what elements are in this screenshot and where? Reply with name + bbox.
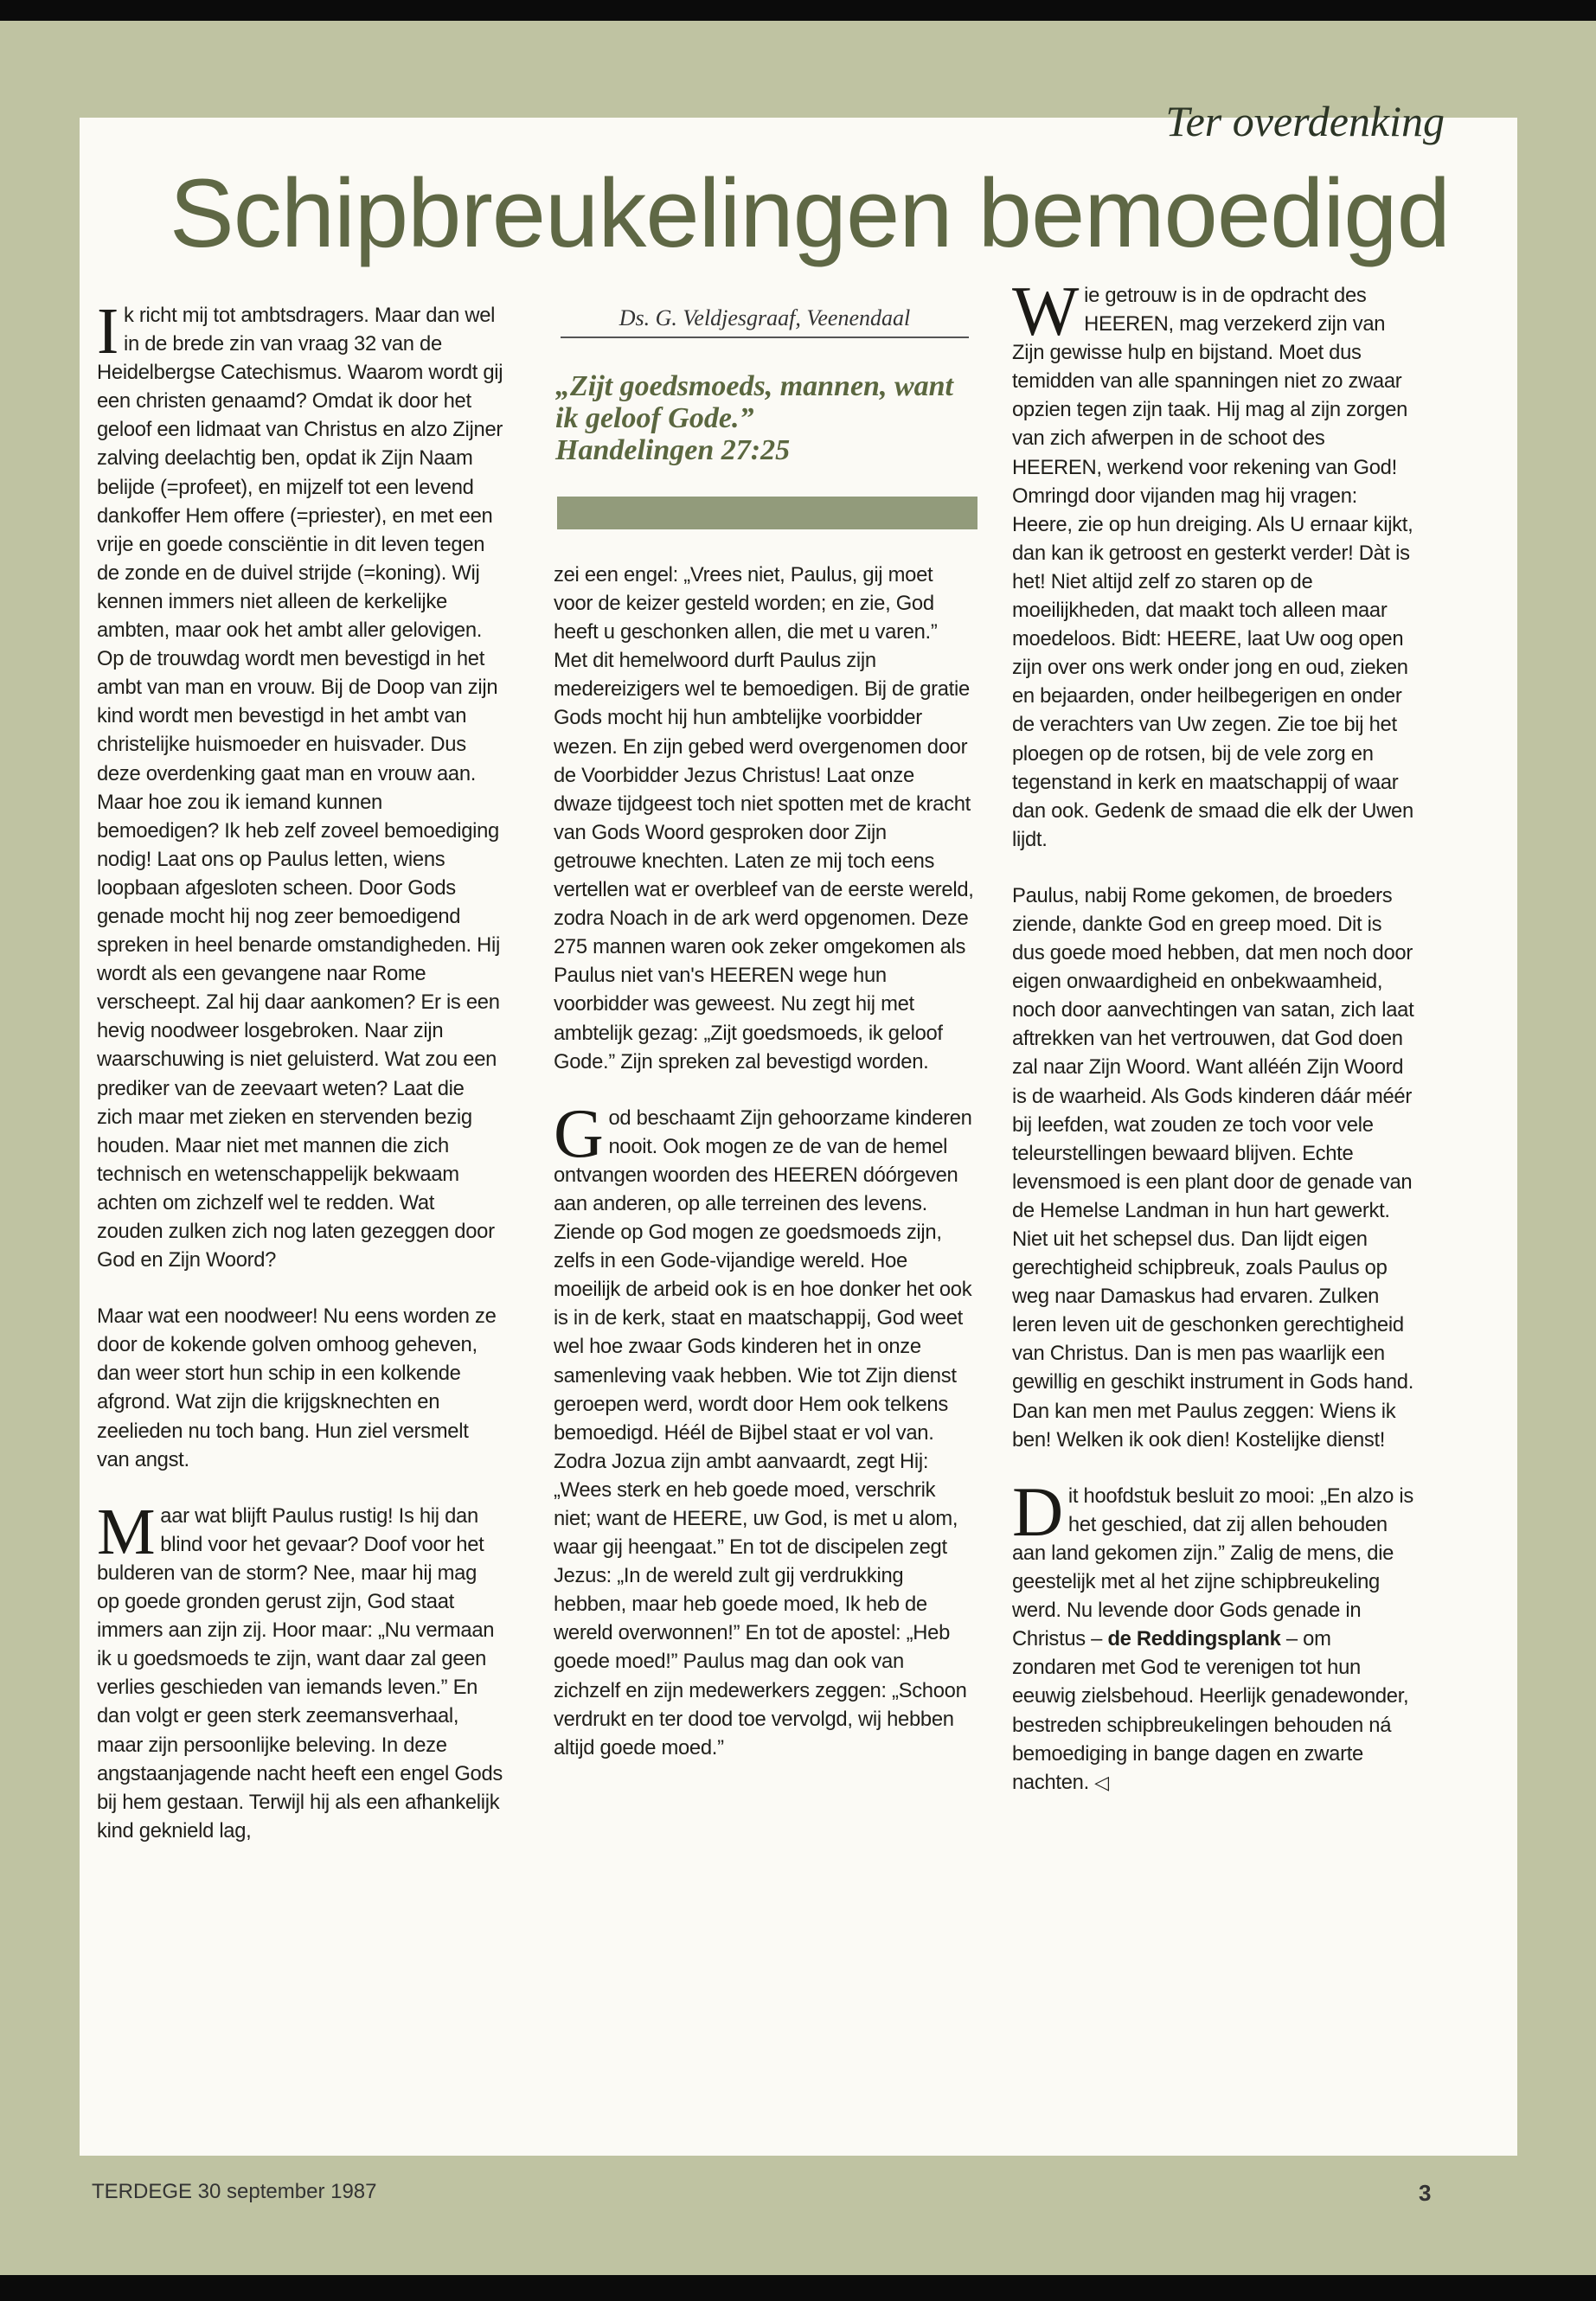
paragraph-text: – om zondaren met God te verenigen tot hun eeuwig zielsbehoud. Heerlijk genadewonder, bestreden schipbreukelingen behouden ná bemoediging in bange dagen en zwarte nachten.: [1012, 1627, 1409, 1794]
paragraph: zei een engel: „Vrees niet, Paulus, gij moet voor de keizer gesteld worden; en zie, God heeft u geschonken allen, die met u varen.” Met dit hemelwoord durft Paulus zijn medereizigers wel te bemoedigen. Bij de gratie Gods mocht hij hun ambtelijke voorbidder wezen. En zijn gebed werd overgenomen door de Voorbidder Jezus Christus! Laat onze dwaze tijdgeest toch niet spotten met de kracht van Gods Woord gesproken door Zijn getrouwe knechten. Laten ze mij toch eens vertellen wat er overbleef van de eerste wereld, zodra Noach in de ark werd opgenomen. Deze 275 mannen waren ook zeker omgekomen als Paulus niet van's HEEREN wege hun voorbidder was geweest. Nu zegt hij met ambtelijk gezag: „Zijt goedsmoeds, ik geloof Gode.” Zijn spreken zal bevestigd worden.: [554, 563, 974, 1074]
drop-cap: D: [1012, 1471, 1063, 1551]
article-title: Schipbreukelingen bemoedigd: [170, 159, 1450, 267]
paragraph-text: ie getrouw is in de opdracht des HEEREN, mag verzekerd zijn van Zijn gewisse hulp en bijstand. Moet dus temidden van alle spanningen niet zo zwaar opzien tegen zijn taak. Hij mag al zijn zorgen van zich afwerpen in de schoot des HEEREN, werkend voor rekening van God! Omringd door vijanden mag hij vragen: Heere, zie op hun dreiging. Als U ernaar kijkt, dan kan ik getroost en gesterkt verder! Dàt is het! Niet altijd zelf zo staren op de moeilijkheden, dat maakt toch alleen maar moedeloos. Bidt: HEERE, laat Uw oog open zijn over ons werk onder jong en oud, zieken en bejaarden, onder heilbegerigen en onder de verachters van Uw zegen. Zie toe bij het ploegen op de rotsen, bij de vele zorg en tegenstand in kerk en maatschappij of waar dan ook. Gedenk de smaad die elk der Uwen lijdt.: [1012, 284, 1413, 851]
column-2: [554, 561, 974, 1790]
quote-reference: Handelingen 27:25: [555, 434, 791, 466]
page-number: 3: [1419, 2180, 1432, 2206]
quote-divider-bar: [557, 497, 977, 529]
top-border: [0, 0, 1596, 21]
quote-text: „Zijt goedsmoeds, mannen, want ik geloof Gode.”: [555, 370, 953, 434]
pull-quote: [555, 370, 979, 466]
paragraph: [1012, 1471, 1419, 1797]
section-tag: Ter overdenking: [1165, 97, 1445, 145]
drop-cap: W: [1012, 272, 1080, 350]
paragraph: [97, 295, 503, 1274]
drop-cap: M: [97, 1495, 156, 1568]
paragraph: [97, 1495, 503, 1845]
paragraph-text: k richt mij tot ambtsdragers. Maar dan wel in de brede zin van vraag 32 van de Heidelbergse Catechismus. Waarom wordt gij een christen genaamd? Omdat ik door het geloof een lidmaat van Christus en alzo Zijner zalving deelachtig ben, opdat ik Zijn Naam belijde (=profeet), en mijzelf tot een levend dankoffer Hem offere (=priester), en met een vrije en goede consciëntie in dit leven tegen de zonde en de duivel strijde (=koning). Wij kennen immers niet alleen de kerkelijke ambten, maar ook het ambt aller gelovigen. Op de trouwdag wordt men bevestigd in het ambt van man en vrouw. Bij de Doop van zijn kind wordt men bevestigd in het ambt van christelijke huismoeder en huisvader. Dus deze overdenking gaat man en vrouw aan. Maar hoe zou ik iemand kunnen bemoedigen? Ik heb zelf zoveel bemoediging nodig! Laat ons op Paulus letten, wiens loopbaan afgesloten scheen. Door Gods genade mocht hij nog zeer bemoedigend spreken in heel benarde omstandigheden. Hij wordt als een gevangene naar Rome verscheept. Zal hij daar aankomen? Er is een hevig noodweer losgebroken. Naar zijn waarschuwing is niet geluisterd. Wat zou een prediker van de zeevaart weten? Laat die zich maar met zieken en stervenden bezig houden. Maar niet met mannen die zich technisch en wetenschappelijk bekwaam achten om zichzelf wel te redden. Wat zouden zulken zich nog laten gezeggen door God en Zijn Woord?: [97, 304, 503, 1272]
drop-cap: G: [554, 1095, 604, 1172]
paragraph-text: od beschaamt Zijn gehoorzame kinderen nooit. Ook mogen ze de van de hemel ontvangen woorden des HEEREN dóórgeven aan anderen, op alle terreinen des levens. Ziende op God mogen ze goedsmoeds zijn, zelfs in een Gode-vijandige wereld. Hoe moeilijk de arbeid ook is en hoe donker het ook is in de kerk, staat en maatschappij, God weet wel hoe zwaar Gods kinderen het in onze samenleving vaak hebben. Wie tot Zijn dienst geroepen werd, wordt door Hem ook telkens bemoedigd. Héél de Bijbel staat er vol van. Zodra Jozua zijn ambt aanvaardt, zegt Hij: „Wees sterk en heb goede moed, verschrik niet; want de HEERE, uw God, is met u alom, waar gij heengaat.” En tot de discipelen zegt Jezus: „In de wereld zult gij verdrukking hebben, maar heb goede moed, Ik heb de wereld overwonnen!” En tot de apostel: „Heb goede moed!” Paulus mag dan ook van zichzelf en zijn medewerkers zeggen: „Schoon verdrukt en ter dood toe vervolgd, wij hebben altijd goede moed.”: [554, 1106, 972, 1759]
paragraph-text: it hoofdstuk besluit zo mooi: „En alzo is het geschied, dat zij allen behouden aan land gekomen zijn.” Zalig de mens, die geestelijk met al het zijne schipbreukeling werd. Nu levende door Gods genade in Christus –: [1012, 1484, 1413, 1651]
paragraph-text: aar wat blijft Paulus rustig! Is hij dan blind voor het gevaar? Doof voor het bulderen van de storm? Nee, maar hij mag op goede gronden gerust zijn, God staat immers aan zijn zij. Hoor maar: „Nu vermaan ik u goedsmoeds te zijn, want daar zal geen verlies geschieden van iemands leven.” En dan volgt er geen sterk zeemansverhaal, maar zijn persoonlijke beleving. In deze angstaanjagende nacht heeft een engel Gods bij hem gestaan. Terwijl hij als een afhankelijk kind geknield lag,: [97, 1503, 503, 1843]
bold-term: de Reddingsplank: [1107, 1627, 1281, 1651]
column-3: [1012, 272, 1419, 1824]
drop-cap: I: [97, 295, 119, 368]
column-1: [97, 295, 503, 1873]
bottom-border: [0, 2275, 1596, 2301]
paragraph: Paulus, nabij Rome gekomen, de broeders ziende, dankte God en greep moed. Dit is dus goede moed hebben, dat men noch door eigen onwaardigheid en onbekwaamheid, noch door aanvechtingen van satan, zich laat aftrekken van het vertrouwen, dat God doen zal naar Zijn Woord. Want alléén Zijn Woord is de waarheid. Als Gods kinderen dáár méér bij leefden, wat zouden ze toch voor vele teleurstellingen bewaard blijven. Echte levensmoed is een plant door de genade van de Hemelse Landman in hun hart gewerkt. Niet uit het schepsel dus. Dan lijdt eigen gerechtigheid schipbreuk, zoals Paulus op weg naar Damaskus had ervaren. Zulken leren leven uit de geschonken gerechtigheid van Christus. Dan is men pas waarlijk een gewillig en geschikt instrument in Gods hand. Dan kan men met Paulus zeggen: Wiens ik ben! Welken ik ook dien! Kostelijke dienst!: [1012, 883, 1414, 1452]
paragraph: Maar wat een noodweer! Nu eens worden ze door de kokende golven omhoog geheven, dan weer stort hun schip in een kolkende afgrond. Wat zijn die krijgsknechten en zeelieden nu toch bang. Hun ziel versmelt van angst.: [97, 1304, 497, 1471]
paragraph: [1012, 272, 1419, 854]
end-mark-icon: ◁: [1094, 1771, 1109, 1793]
author-byline: Ds. G. Veldjesgraaf, Veenendaal: [561, 305, 969, 338]
footer-publication: TERDEGE 30 september 1987: [92, 2180, 377, 2203]
paragraph: [554, 1095, 974, 1762]
